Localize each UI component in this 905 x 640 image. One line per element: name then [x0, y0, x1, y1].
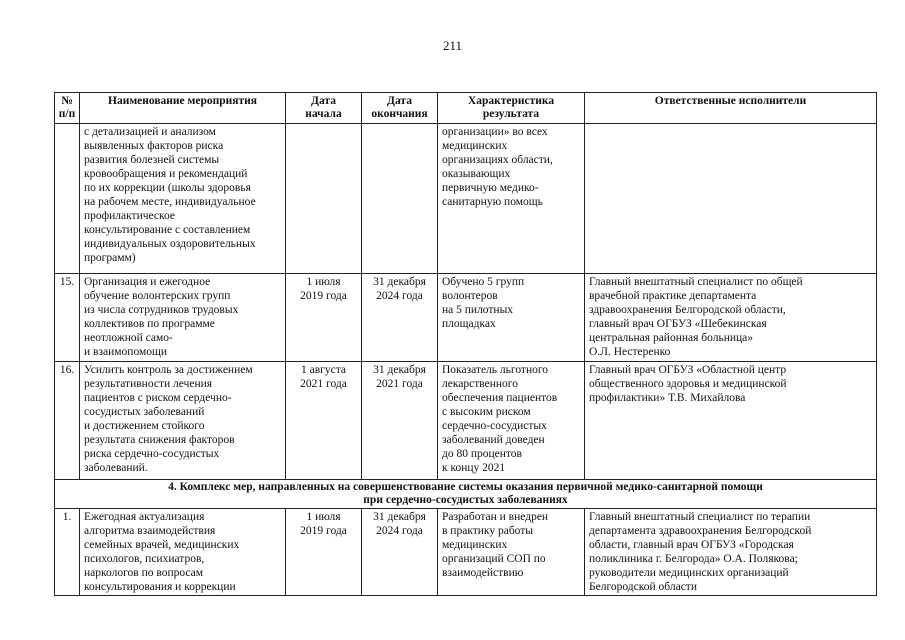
header-end-date: Дата окончания — [362, 93, 438, 124]
page-number: 211 — [442, 38, 463, 53]
activity-name: Ежегодная актуализация алгоритма взаимодействия семейных врачей, медицинских психологов, психиатров, наркологов по вопросам консультирования и коррекции — [80, 509, 286, 596]
start-date: 1 июля 2019 года — [286, 509, 362, 596]
start-date: 1 июля 2019 года — [286, 274, 362, 362]
table-row — [55, 124, 877, 274]
start-date — [286, 124, 362, 274]
action-plan-table — [54, 92, 877, 596]
row-number: 15. — [55, 274, 80, 362]
end-date: 31 декабря 2021 года — [362, 362, 438, 480]
row-number: 16. — [55, 362, 80, 480]
end-date: 31 декабря 2024 года — [362, 274, 438, 362]
section-row — [55, 480, 877, 509]
result-description: Обучено 5 групп волонтеров на 5 пилотных площадках — [438, 274, 585, 362]
responsible-persons: Главный внештатный специалист по терапии департамента здравоохранения Белгородской области, главный врач ОГБУЗ «Городская поликлиника г. Белгорода» О.А. Полякова; руководители медицинских организаций Белгородской области — [585, 509, 877, 596]
responsible-persons — [585, 124, 877, 274]
header-number: № п/п — [55, 93, 80, 124]
header-start-date: Дата начала — [286, 93, 362, 124]
result-description: организации» во всех медицинских организациях области, оказывающих первичную медико- санитарную помощь — [438, 124, 585, 274]
responsible-persons: Главный внештатный специалист по общей врачебной практике департамента здравоохранения Белгородской области, главный врач ОГБУЗ «Шебекинская центральная районная больница» О.Л. Нестеренко — [585, 274, 877, 362]
activity-name: Усилить контроль за достижением результативности лечения пациентов с риском сердечно- сосудистых заболеваний и достижением стойкого результата снижения факторов риска сердечно-сосудистых заболеваний. — [80, 362, 286, 480]
start-date: 1 августа 2021 года — [286, 362, 362, 480]
end-date: 31 декабря 2024 года — [362, 509, 438, 596]
header-activity-name: Наименование мероприятия — [80, 93, 286, 124]
header-responsible: Ответственные исполнители — [585, 93, 877, 124]
responsible-persons: Главный врач ОГБУЗ «Областной центр общественного здоровья и медицинской профилактики» Т.В. Михайлова — [585, 362, 877, 480]
row-number — [55, 124, 80, 274]
result-description: Разработан и внедрен в практику работы медицинских организаций СОП по взаимодействию — [438, 509, 585, 596]
header-result: Характеристика результата — [438, 93, 585, 124]
activity-name: с детализацией и анализом выявленных факторов риска развития болезней системы кровообращения и рекомендаций по их коррекции (школы здоровья на рабочем месте, индивидуальное профилактическое консультирование с составлением индивидуальных оздоровительных программ) — [80, 124, 286, 274]
table-row — [55, 362, 877, 480]
result-description: Показатель льготного лекарственного обеспечения пациентов с высоким риском сердечно-сосудистых заболеваний доведен до 80 процентов к концу 2021 — [438, 362, 585, 480]
end-date — [362, 124, 438, 274]
table-row — [55, 274, 877, 362]
table-row — [55, 509, 877, 596]
table-header-row — [55, 93, 877, 124]
section-title: 4. Комплекс мер, направленных на совершенствование системы оказания первичной медико-санитарной помощи при сердечно-сосудистых заболеваниях — [55, 480, 877, 509]
activity-name: Организация и ежегодное обучение волонтерских групп из числа сотрудников трудовых коллективов по программе неотложной само- и взаимопомощи — [80, 274, 286, 362]
row-number: 1. — [55, 509, 80, 596]
